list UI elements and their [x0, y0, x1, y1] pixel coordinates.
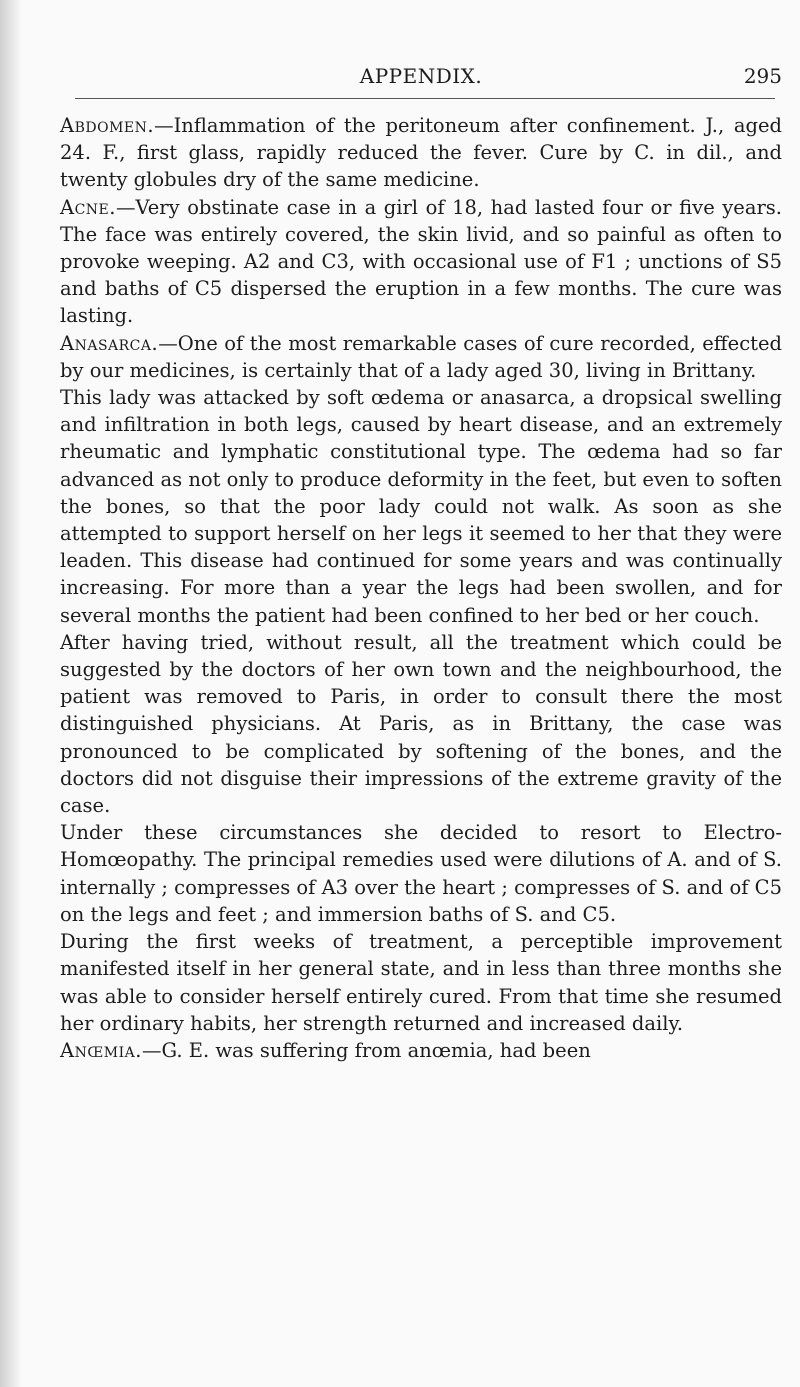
body-text [60, 112, 782, 1064]
paragraph-acne [60, 194, 782, 330]
header-rule [75, 98, 775, 99]
paragraph-text: —One of the most remarkable cases of cure recorded, effected by our medicines, is certainly that of a lady aged 30, living in Brittany. [60, 331, 782, 382]
paragraph-abdomen [60, 112, 782, 194]
paragraph-text: —Very obstinate case in a girl of 18, had lasted four or five years. The face was entirely covered, the skin livid, and so painful as often to provoke weeping. A2 and C3, with occasional use of F1 ; unctions of S5 and baths of C5 dispersed the eruption in a few months. The cure was lasting. [60, 195, 782, 328]
entry-heading: Acne. [60, 195, 116, 219]
paragraph-text: This lady was attacked by soft œdema or anasarca, a dropsical swelling and infiltration in both legs, caused by heart disease, and an extremely rheumatic and lymphatic constitutional type. The œdema had so far advanced as not only to produce deformity in the feet, but even to soften the bones, so that the poor lady could not walk. As soon as she attempted to support herself on her legs it seemed to her that they were leaden. This disease had continued for some years and was continually increasing. For more than a year the legs had been swollen, and for several months the patient had been confined to her bed or her couch. [60, 386, 782, 627]
paragraph-anoemia [60, 1037, 782, 1064]
paragraph-text: —Inflammation of the peritoneum after confinement. J., aged 24. F., first glass, rapidly reduced the fever. Cure by C. in dil., and twenty globules dry of the same medicine. [60, 114, 782, 192]
page-number: 295 [743, 64, 782, 88]
paragraph-text: After having tried, without result, all the treatment which could be suggested by the doctors of her own town and the neighbourhood, the patient was removed to Paris, in order to consult there the most distinguished physicians. At Paris, as in Brittany, the case was pronounced to be complicated by softening of the bones, and the doctors did not disguise their impressions of the extreme gravity of the case. [60, 630, 782, 818]
paragraph-case-description [60, 384, 782, 629]
paragraph-improvement [60, 928, 782, 1037]
entry-heading: Anasarca. [60, 331, 159, 355]
paragraph-anasarca [60, 330, 782, 384]
paragraph-text: During the first weeks of treatment, a perceptible improvement manifested itself in her general state, and in less than three months she was able to consider herself entirely cured. From that time she resumed her ordinary habits, her strength returned and increased daily. [60, 930, 782, 1035]
entry-heading: Anœmia. [60, 1038, 142, 1062]
paragraph-text: —G. E. was suffering from anœmia, had been [141, 1038, 591, 1062]
running-head [60, 64, 782, 94]
entry-heading: Abdomen. [60, 114, 155, 137]
paragraph-treatment-attempts [60, 629, 782, 819]
page-title: APPENDIX. [359, 64, 483, 88]
paragraph-text: Under these circumstances she decided to resort to Electro-Homœopathy. The principal remedies used were dilutions of A. and of S. internally ; compresses of A3 over the heart ; compresses of S. and of C5 on the legs and feet ; and immersion baths of S. and C5. [60, 821, 782, 926]
spine-shadow [0, 0, 22, 1387]
paragraph-electro-homoeopathy [60, 819, 782, 928]
